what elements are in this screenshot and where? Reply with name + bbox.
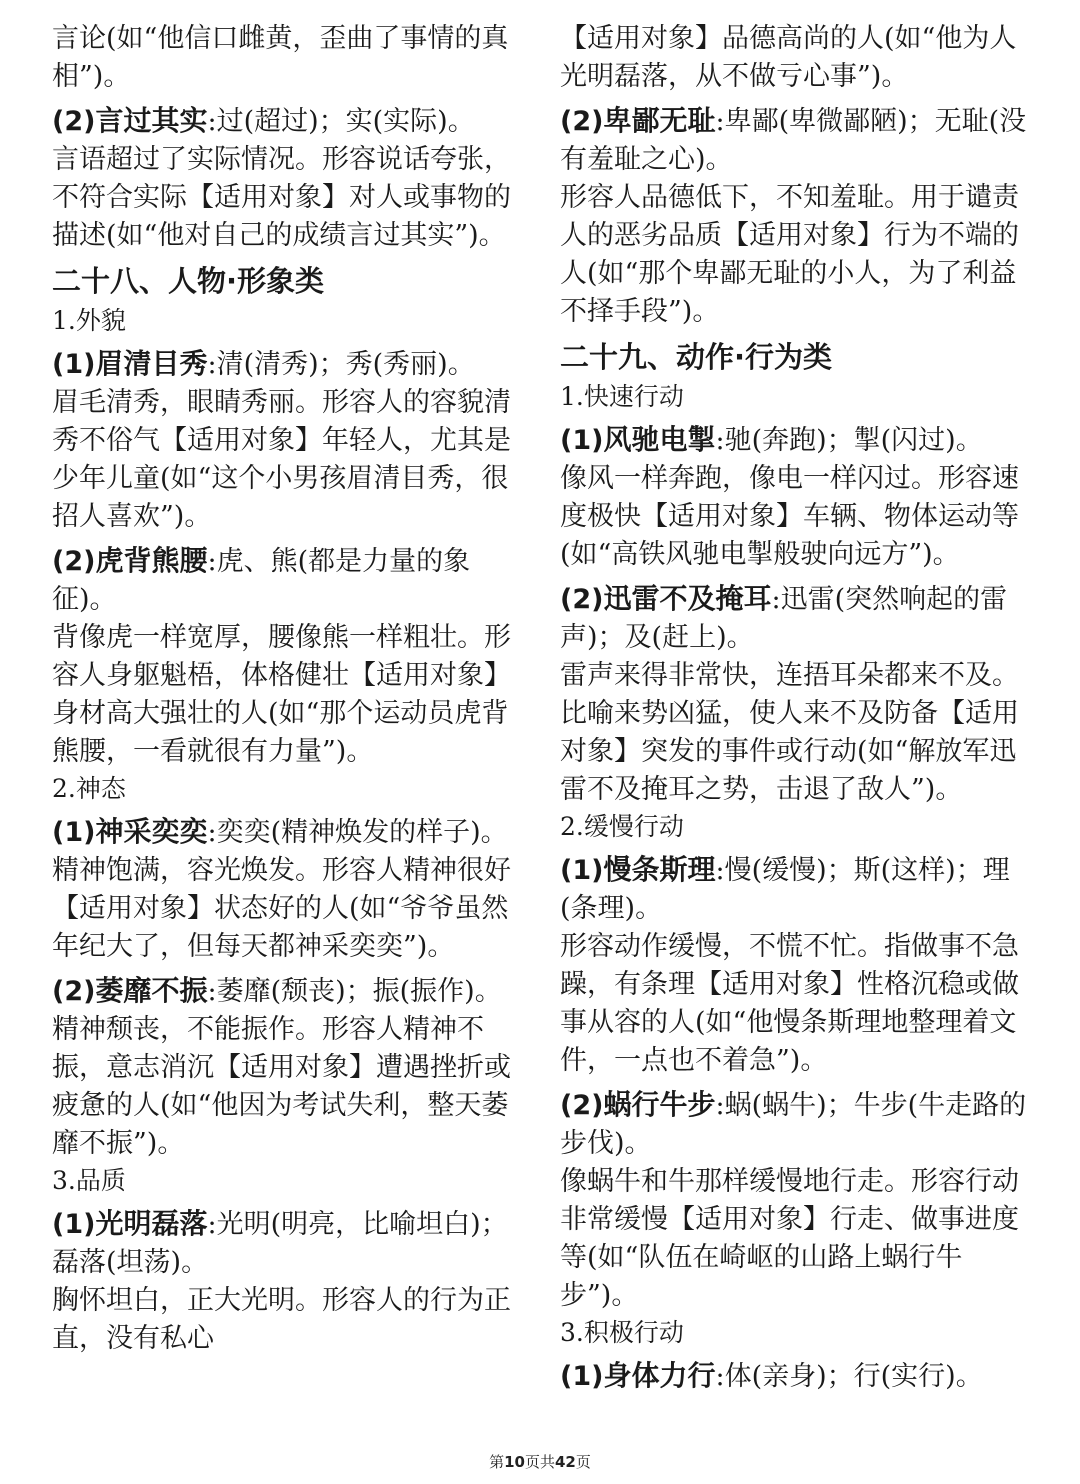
idiom-entry-shencaiyiyi [52,813,532,966]
idiom-term: 风驰电掣 [603,423,716,456]
idiom-body: 像蜗牛和牛那样缓慢地行走。形容行动非常缓慢【适用对象】行走、做事进度等(如“队伍在崎岖的山路上蜗行牛步”)。 [560,1166,1019,1311]
idiom-term: 神采奕奕 [95,815,208,848]
total-page-number: 42 [555,1453,576,1471]
idiom-term: 卑鄙无耻 [603,104,716,137]
idiom-term: 言过其实 [95,104,208,137]
idiom-body: 背像虎一样宽厚，腰像熊一样粗壮。形容人身躯魁梧，体格健壮【适用对象】身材高大强壮的人(如“那个运动员虎背熊腰，一看就很有力量”)。 [52,622,511,767]
footer-prefix: 第 [489,1453,505,1471]
idiom-body: 形容人品德低下，不知羞耻。用于谴责人的恶劣品质【适用对象】行为不端的人(如“那个卑鄙无耻的小人，为了利益不择手段”)。 [560,182,1019,327]
subhead-appearance: 1.外貌 [52,306,126,335]
idiom-body: 言语超过了实际情况。形容说话夸张，不符合实际【适用对象】对人或事物的描述(如“他对自己的成绩言过其实”)。 [52,144,511,251]
entry-number: (1) [52,817,96,848]
footer-suffix: 页 [575,1453,591,1471]
subhead-fast-action: 1.快速行动 [560,382,684,411]
idiom-body: 雷声来得非常快，连捂耳朵都来不及。比喻来势凶猛，使人来不及防备【适用对象】突发的事件或行动(如“解放军迅雷不及掩耳之势，击退了敌人”)。 [560,660,1019,805]
idiom-term: 虎背熊腰 [95,544,208,577]
idiom-entry-mantiaosili [560,851,1040,1080]
continuation-text: 言论(如“他信口雌黄，歪曲了事情的真相”)。 [52,23,509,92]
idiom-gloss: :体(亲身)；行(实行)。 [715,1361,983,1392]
subhead-character: 3.品质 [52,1166,126,1195]
idiom-term: 身体力行 [603,1359,716,1392]
idiom-entry-woxingniubu [560,1086,1040,1315]
idiom-term: 慢条斯理 [603,853,716,886]
idiom-term: 迅雷不及掩耳 [603,582,772,615]
idiom-entry-shentilixing [560,1357,1040,1396]
entry-number: (1) [560,855,604,886]
entry-number: (2) [560,1090,604,1121]
idiom-term: 蜗行牛步 [603,1088,716,1121]
idiom-body: 眉毛清秀，眼睛秀丽。形容人的容貌清秀不俗气【适用对象】年轻人，尤其是少年儿童(如“这个小男孩眉清目秀，很招人喜欢”)。 [52,387,511,532]
idiom-entry-hubeixiongyao [52,542,532,771]
idiom-gloss: :清(清秀)；秀(秀丽)。 [207,349,475,380]
idiom-entry-yanguoqishi [52,102,532,255]
right-column [560,20,1040,1396]
entry-number: (2) [560,106,604,137]
left-column [52,20,532,1358]
idiom-gloss: :虎、熊(都是力量的象征)。 [52,546,471,615]
idiom-entry-beibiwuchi [560,102,1040,331]
entry-number: (1) [560,425,604,456]
idiom-entry-guangminglei luo [52,1205,532,1358]
idiom-body: 形容动作缓慢，不慌不忙。指做事不急躁，有条理【适用对象】性格沉稳或做事从容的人(如“他慢条斯理地整理着文件，一点也不着急”)。 [560,931,1019,1076]
idiom-entry-meiqingmuxiu [52,345,532,536]
idiom-body: 精神颓丧，不能振作。形容人精神不振，意志消沉【适用对象】遭遇挫折或疲惫的人(如“他因为考试失利，整天萎靡不振”)。 [52,1014,511,1159]
section-title-29: 二十九、动作·行为类 [560,340,833,374]
idiom-gloss: :慢(缓慢)；斯(这样)；理(条理)。 [560,855,1010,924]
idiom-term: 眉清目秀 [95,347,208,380]
idiom-gloss: :驰(奔跑)；掣(闪过)。 [715,425,983,456]
idiom-term: 光明磊落 [95,1207,208,1240]
idiom-gloss: :过(超过)；实(实际)。 [207,106,475,137]
footer-middle: 页共 [524,1453,555,1471]
idiom-entry-fengchidianche [560,421,1040,574]
idiom-gloss: :迅雷(突然响起的雷声)；及(赶上)。 [560,584,1008,653]
entry-number: (2) [52,106,96,137]
idiom-term: 萎靡不振 [95,974,208,1007]
idiom-gloss: :卑鄙(卑微鄙陋)；无耻(没有羞耻之心)。 [560,106,1027,175]
entry-number: (2) [52,976,96,1007]
entry-number: (1) [560,1361,604,1392]
entry-number: (1) [52,349,96,380]
entry-number: (2) [560,584,604,615]
entry-number: (2) [52,546,96,577]
page-footer [0,1452,1080,1472]
subhead-positive-action: 3.积极行动 [560,1318,684,1347]
idiom-body: 精神饱满，容光焕发。形容人精神很好【适用对象】状态好的人(如“爷爷虽然年纪大了，但每天都神采奕奕”)。 [52,855,511,962]
idiom-entry-weimibuzhen [52,972,532,1163]
idiom-body: 像风一样奔跑，像电一样闪过。形容速度极快【适用对象】车辆、物体运动等(如“高铁风驰电掣般驶向远方”)。 [560,463,1019,570]
current-page-number: 10 [504,1453,525,1471]
idiom-gloss: :奕奕(精神焕发的样子)。 [207,817,508,848]
idiom-gloss: :光明(明亮，比喻坦白)；磊落(坦荡)。 [52,1209,508,1278]
idiom-gloss: :蜗(蜗牛)；牛步(牛走路的步伐)。 [560,1090,1027,1159]
subhead-slow-action: 2.缓慢行动 [560,812,684,841]
continuation-text: 【适用对象】品德高尚的人(如“他为人光明磊落，从不做亏心事”)。 [560,23,1017,92]
section-title-28: 二十八、人物·形象类 [52,264,325,298]
subhead-demeanor: 2.神态 [52,774,126,803]
idiom-entry-xunleibujiyaner [560,580,1040,809]
idiom-body: 胸怀坦白，正大光明。形容人的行为正直，没有私心 [52,1285,511,1354]
entry-number: (1) [52,1209,96,1240]
idiom-gloss: :萎靡(颓丧)；振(振作)。 [207,976,502,1007]
